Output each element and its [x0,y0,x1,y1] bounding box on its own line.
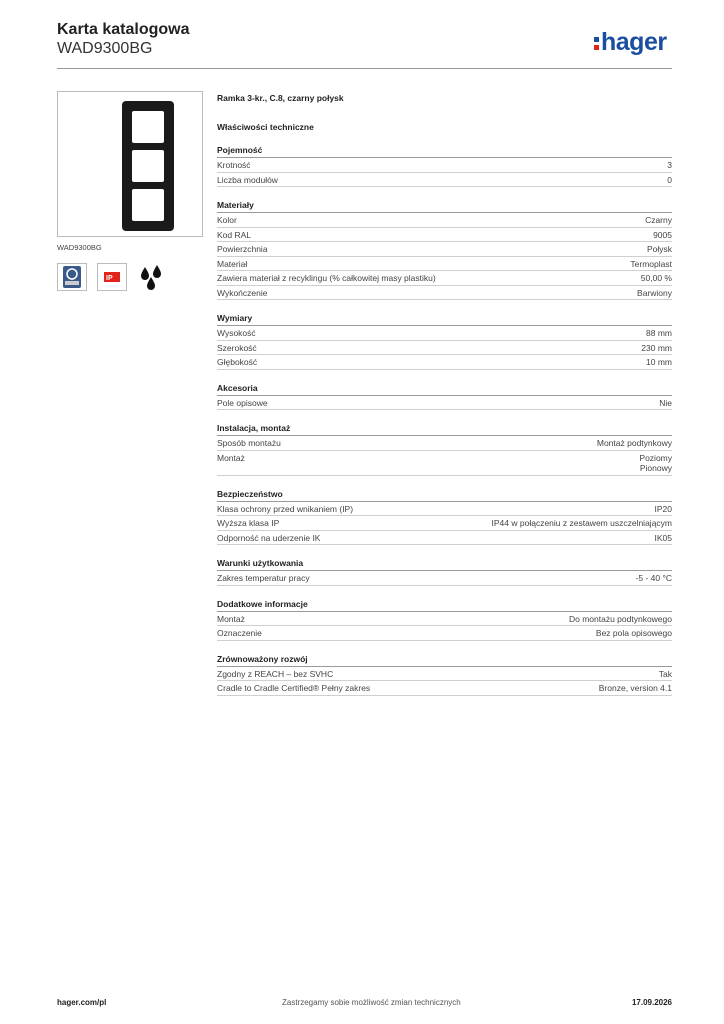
spec-value [659,398,672,409]
spec-label: Cradle to Cradle Certified® Pełny zakres [217,683,371,693]
spec-section [217,383,672,411]
spec-row [217,242,672,257]
spec-row [217,326,672,341]
spec-value [597,438,672,449]
spec-row [217,341,672,356]
section-title: Warunki użytkowania [217,558,672,571]
spec-label: Zawiera materiał z recyklingu (% całkowitej masy plastiku) [217,273,436,283]
svg-text:IP: IP [106,275,113,282]
spec-value [569,614,672,625]
product-name: Ramka 3-kr., C.8, czarny połysk [217,93,344,103]
spec-row [217,396,672,411]
spec-label: Wyższa klasa IP [217,518,280,528]
spec-label: Montaż [217,452,245,463]
spec-value-line: Bronze, version 4.1 [598,683,672,693]
spec-value [655,504,673,515]
logo-dots-icon [594,34,599,50]
section-title: Wymiary [217,313,672,326]
hager-logo [594,28,667,57]
spec-value-line: Tak [658,668,672,679]
spec-label: Liczba modułów [217,174,278,185]
spec-value [655,533,673,544]
frame-window [132,111,164,143]
spec-value-line: IK05 [654,532,672,543]
spec-value [647,244,672,255]
footer-date: 17.09.2026 [631,998,672,1007]
spec-value [636,573,672,584]
spec-row [217,286,672,301]
spec-section [217,313,672,370]
spec-label: Wysokość [217,328,256,338]
spec-value-line: 230 mm [641,342,672,353]
logo-text: hager [601,28,667,56]
spec-value [667,175,672,186]
section-title: Zrównoważony rozwój [217,654,672,667]
spec-value-line: 10 mm [646,357,672,367]
spec-value-line: Czarny [645,215,672,225]
ip20-icon [97,263,127,291]
spec-label: Powierzchnia [217,244,268,254]
spec-row [217,531,672,546]
spec-value [596,628,672,639]
spec-row [217,612,672,627]
water-drops-icon [137,263,167,291]
spec-value-line: 88 mm [646,328,672,338]
spec-label: Pole opisowe [217,397,268,408]
spec-section [217,200,672,300]
spec-value-line: 9005 [653,229,672,240]
spec-value-line: 3 [667,160,672,170]
spec-value [630,259,672,270]
spec-value-line: Poziomy [639,452,672,463]
spec-value [653,230,672,241]
spec-section [217,423,672,476]
spec-value-line: Do montażu podtynkowego [568,613,672,624]
spec-row [217,681,672,696]
spec-value [641,273,672,284]
spec-value [639,453,672,474]
spec-value [667,160,672,171]
spec-label: Szerokość [217,342,257,353]
spec-value-line: Połysk [646,244,672,254]
spec-label: Klasa ochrony przed wnikaniem (IP) [217,503,354,514]
spec-label: Krotność [217,160,251,170]
spec-row [217,667,672,682]
section-title: Materiały [217,200,672,213]
section-title: Pojemność [217,145,672,158]
spec-value [659,669,672,680]
spec-value-line: Pionowy [639,463,672,473]
frame-illustration [122,101,174,231]
specifications [217,93,672,696]
document-title: Karta katalogowa [57,21,190,38]
spec-row [217,626,672,641]
spec-row [217,436,672,451]
section-title: Dodatkowe informacje [217,599,672,612]
footer-website[interactable]: hager.com/pl [57,998,107,1007]
spec-section [217,654,672,696]
spec-row [217,257,672,272]
spec-row [217,271,672,286]
spec-value [646,328,672,339]
spec-value [599,683,672,694]
frame-window [132,189,164,221]
cradle-to-cradle-icon [57,263,87,291]
spec-value [492,518,672,529]
header-divider [57,68,672,69]
product-image [57,91,203,237]
spec-row [217,213,672,228]
product-code: WAD9300BG [57,40,153,57]
spec-value [645,215,672,226]
spec-label: Wykończenie [217,287,268,298]
spec-label: Kod RAL [217,229,252,240]
spec-row [217,158,672,173]
spec-value-line: Barwiony [637,287,672,298]
spec-value-line: -5 - 40 °C [635,573,672,583]
frame-window [132,150,164,182]
spec-section [217,558,672,586]
spec-label: Montaż [217,613,245,624]
image-caption: WAD9300BG [57,243,102,252]
section-title: Bezpieczeństwo [217,489,672,502]
spec-row [217,516,672,531]
spec-section [217,489,672,546]
spec-value-line: IP20 [654,503,672,514]
spec-value-line: 0 [667,174,672,185]
spec-label: Zgodny z REACH – bez SVHC [217,668,334,679]
spec-label: Odporność na uderzenie IK [217,532,321,543]
spec-label: Materiał [217,258,248,269]
technical-properties-title: Właściwości techniczne [217,122,314,132]
spec-value [637,288,672,299]
spec-value-line: 50,00 % [640,273,672,283]
spec-value [641,343,672,354]
footer-notice: Zastrzegamy sobie możliwość zmian technicznych [282,998,461,1007]
spec-value-line: IP44 w połączeniu z zestawem uszczelniającym [491,518,672,528]
spec-label: Zakres temperatur pracy [217,573,310,583]
spec-value [646,357,672,368]
spec-value-line: Termoplast [630,258,672,269]
spec-label: Głębokość [217,357,258,367]
spec-row [217,502,672,517]
spec-row [217,451,672,476]
spec-row [217,228,672,243]
spec-value-line: Montaż podtynkowy [596,438,672,448]
spec-label: Kolor [217,215,237,225]
spec-row [217,571,672,586]
spec-row [217,173,672,188]
section-title: Akcesoria [217,383,672,396]
spec-label: Oznaczenie [217,628,262,638]
section-title: Instalacja, montaż [217,423,672,436]
header [57,20,189,58]
spec-section [217,599,672,641]
spec-label: Sposób montażu [217,438,281,448]
spec-value-line: Nie [659,397,672,408]
spec-value-line: Bez pola opisowego [595,628,672,638]
spec-sections [217,145,672,696]
spec-row [217,355,672,370]
spec-section [217,145,672,187]
